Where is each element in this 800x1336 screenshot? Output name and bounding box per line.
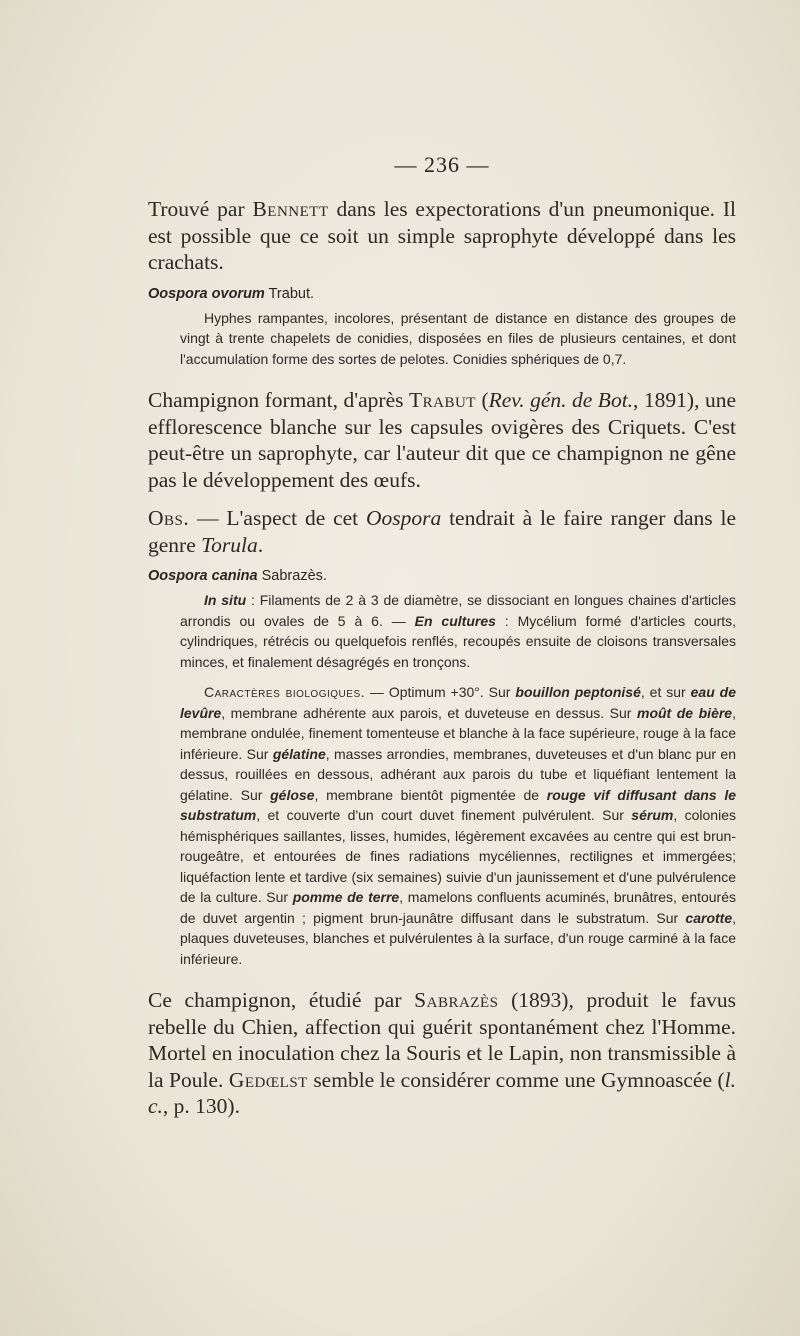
species-description-canina: [148, 590, 736, 672]
medium-name: gélose: [270, 786, 315, 803]
text: , masses arrondies, membranes, duveteuses et d'un blanc pur en dessus, rouillées en dessous, adhérant aux parois du tube et liquéfiant lentement la gélatine. Sur: [180, 745, 737, 803]
text: Trouvé par: [148, 197, 253, 221]
text: — Optimum +30°. Sur: [365, 684, 516, 700]
spacer: [148, 493, 736, 505]
text: dans les expectorations d'un pneumonique. Il est possible que ce soit un simple saprophyte développé dans les crachats.: [148, 197, 736, 274]
text: semble le considérer comme une Gymnoascée (: [307, 1067, 725, 1092]
genus-name: Torula: [201, 532, 258, 557]
biological-characters: [148, 682, 736, 969]
reference: Rev. gén. de Bot.: [488, 388, 634, 412]
text: Champignon formant, d'après: [148, 388, 409, 412]
medium-name: bouillon peptonisé: [515, 684, 641, 700]
genus-name: Oospora: [365, 506, 442, 530]
author-name: Sabrazès: [414, 988, 499, 1012]
spacer: [148, 369, 736, 387]
medium-name: moût de bière: [637, 704, 733, 721]
paragraph-obs: [148, 505, 736, 558]
text: (: [475, 388, 489, 412]
page-content: [148, 152, 736, 1120]
spacer: [148, 672, 736, 682]
text: , mamelons confluents acuminés, brunâtres, entourés de duvet argentin ; pigment brun-jaunâtre diffusant dans le substratum. Sur: [180, 889, 737, 926]
text: (1893), produit le favus rebelle du Chien, affection qui guérit spontanément chez l'Homme. Mortel en inoculation chez la Souris et le Lapin, non transmissible à la Poule.: [148, 988, 737, 1092]
text: , colonies hémisphériques saillantes, lisses, humides, légèrement excavées au centre qui est brun-rougeâtre, et entourées de fines radiations mycéliennes, rectilignes et immergées; liquéfaction lente et tardive (six semaines) suivie d'un jaunissement et d'une pulvérulence de la culture. Sur: [180, 807, 736, 905]
text: , et sur: [640, 684, 691, 700]
author-name: Gedœlst: [228, 1067, 308, 1092]
text: : Filaments de 2 à 3 de diamètre, se dissociant en longues chaines d'articles arrondis ou ovales de 5 à 6. —: [180, 592, 736, 629]
species-author: Sabrazès.: [261, 568, 327, 584]
reference: l. c.: [148, 1067, 736, 1118]
spacer: [148, 969, 736, 987]
text: tendrait à le faire ranger dans le genre: [148, 506, 736, 557]
paragraph-trabut: [148, 387, 736, 493]
text: , membrane bientôt pigmentée de: [314, 786, 547, 803]
medium-name: eau de levûre: [180, 684, 737, 721]
text: , et couverte d'un court duvet finement pulvérulent. Sur: [256, 807, 632, 823]
label: En cultures: [414, 612, 496, 629]
paragraph-sabrazes: [148, 987, 736, 1120]
paragraph-bennett: [148, 196, 736, 276]
text: .: [257, 532, 264, 557]
obs-label: Obs.: [148, 506, 190, 530]
text: , p. 130).: [162, 1094, 240, 1118]
text: , 1891), une efflorescence blanche sur les capsules ovigères des Criquets. C'est peut-être un saprophyte, car l'auteur dit que ce champignon ne gêne pas le développement des œufs.: [148, 388, 736, 492]
text: Ce champignon, étudié par: [148, 988, 415, 1012]
species-heading-ovorum: [148, 286, 736, 302]
author-name: Bennett: [252, 197, 329, 221]
species-name: Oospora canina: [148, 568, 258, 584]
species-author: Trabut.: [268, 285, 315, 302]
species-description-ovorum: Hyphes rampantes, incolores, présentant de distance en distance des groupes de vingt à trente chapelets de conidies, disposées en files de plusieurs centaines, et dont l'accumulation forme des sortes de pelotes. Conidies sphériques de 0,7.: [180, 309, 736, 367]
text: : Mycélium formé d'articles courts, cylindriques, rétrécis ou quelquefois renflés, recoupés ensuite de cloisons transversales minces, et finalement désagrégés en tronçons.: [180, 612, 737, 670]
section-label: Caractères biologiques.: [204, 684, 365, 700]
medium-name: sérum: [631, 807, 674, 823]
species-name: Oospora ovorum: [148, 285, 265, 302]
species-heading-canina: [148, 568, 736, 584]
text: , membrane adhérente aux parois, et duveteuse en dessus. Sur: [221, 704, 637, 721]
author-name: Trabut: [408, 388, 476, 412]
text: , plaques duveteuses, blanches et pulvérulentes à la surface, d'un rouge carminé à la face inférieure.: [180, 909, 736, 967]
medium-name: gélatine: [272, 745, 326, 762]
page-number: — 236 —: [394, 152, 490, 177]
text: — L'aspect de cet: [189, 506, 366, 530]
text: , membrane ondulée, finement tomenteuse et blanche à la face supérieure, rouge à la face inférieure. Sur: [180, 704, 736, 762]
medium-name: carotte: [685, 909, 733, 926]
medium-name: pomme de terre: [292, 889, 400, 905]
label: In situ: [204, 592, 247, 608]
medium-name: rouge vif diffusant dans le substratum: [180, 786, 737, 823]
